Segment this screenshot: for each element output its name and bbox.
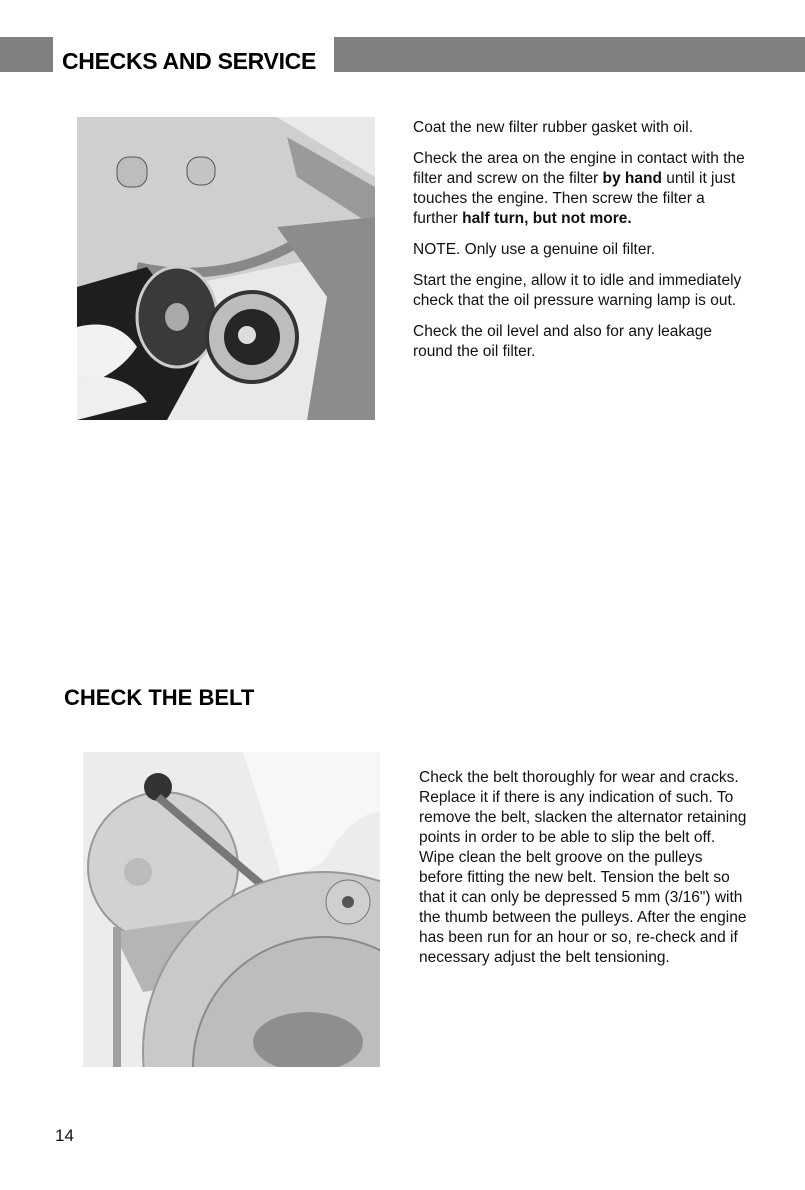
page-title: CHECKS AND SERVICE xyxy=(62,48,317,74)
belt-instructions xyxy=(419,768,749,968)
instruction-start-engine: Start the engine, allow it to idle and immediately check that the oil pressure warning lamp is out. xyxy=(413,272,742,309)
header-bar-left xyxy=(0,37,53,72)
instruction-screw-filter: Check the area on the engine in contact with the filter and screw on the filter by hand until it just touches the engine. Then screw the filter a further half turn, but not more. xyxy=(413,150,745,227)
instruction-coat-gasket: Coat the new filter rubber gasket with oil. xyxy=(413,119,693,136)
instruction-check-oil-level: Check the oil level and also for any leakage round the oil filter. xyxy=(413,323,712,360)
oil-filter-photo xyxy=(77,117,375,420)
section-heading-check-belt: CHECK THE BELT xyxy=(64,685,255,710)
header-bar-right xyxy=(334,37,805,72)
belt-instruction-paragraph: Check the belt thoroughly for wear and cracks. Replace it if there is any indication of such. To remove the belt, slacken the alternator retaining points in order to be able to slip the belt off. Wipe clean the belt groove on the pulleys before fitting the new belt. Tension the belt so that it can only be depressed 5 mm (3/16") with the thumb between the pulleys. After the engine has been run for an hour or so, re-check and if necessary adjust the belt tensioning. xyxy=(419,769,747,966)
belt-photo xyxy=(83,752,380,1067)
page-number: 14 xyxy=(55,1126,74,1145)
oil-filter-instructions xyxy=(413,118,753,373)
note-genuine-filter: NOTE. Only use a genuine oil filter. xyxy=(413,241,656,258)
